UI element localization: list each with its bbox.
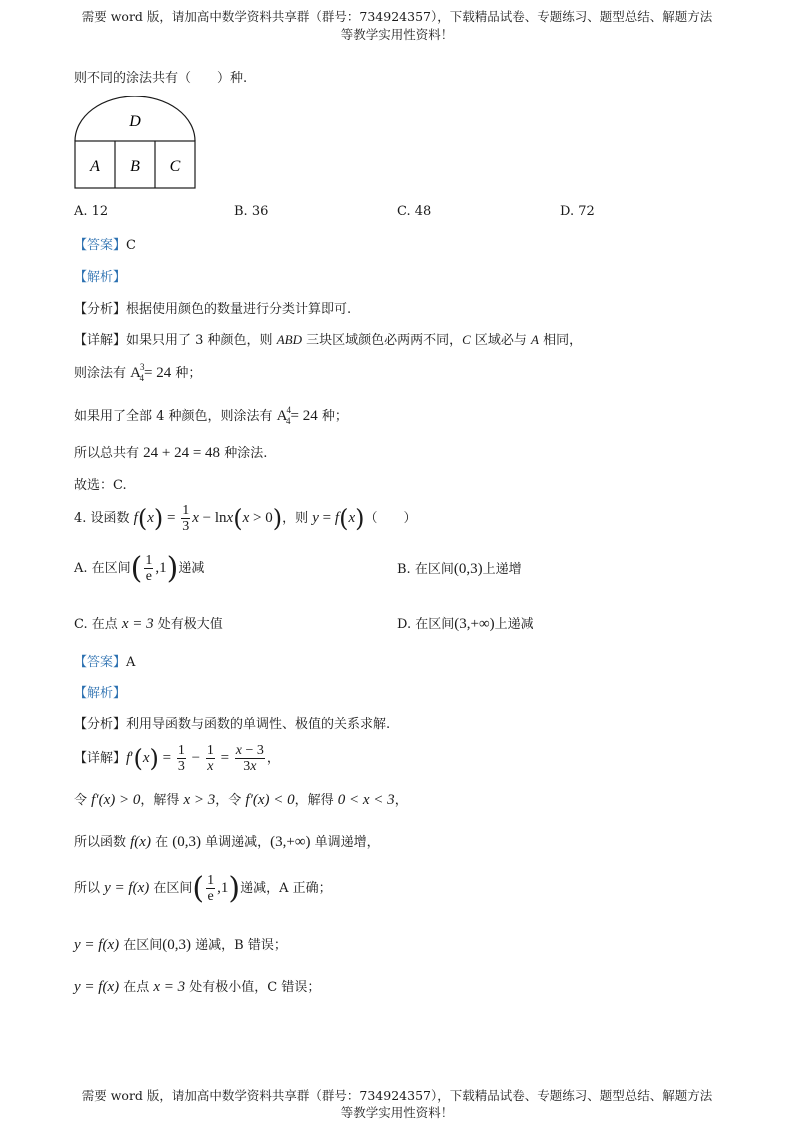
xiangjie-text: 相同， bbox=[539, 333, 583, 348]
step-text: 所以总共有 bbox=[74, 446, 144, 461]
text: 在区间 bbox=[119, 938, 163, 953]
text: ，解得 bbox=[140, 793, 184, 808]
math: 0 < x < 3 bbox=[337, 792, 395, 808]
option-math: (0,3) bbox=[453, 561, 483, 577]
permutation-a43: $A^3_4$ bbox=[130, 362, 145, 383]
q3-xiangjie-line bbox=[74, 329, 582, 348]
fenxi-tag: 【分析】 bbox=[74, 302, 127, 317]
math: y = f(x) bbox=[104, 879, 150, 896]
math: y = f(x) bbox=[74, 979, 120, 995]
math: (0,3) bbox=[162, 937, 191, 953]
option-text: A. 在区间 bbox=[74, 560, 131, 576]
option-text: D. 在区间 bbox=[397, 617, 455, 632]
step-text: 如果用了全部 4 种颜色，则涂法有 bbox=[74, 409, 277, 424]
q4-option-a bbox=[74, 551, 204, 586]
option-text: B. 在区间 bbox=[397, 562, 454, 577]
math: f(x) bbox=[130, 834, 151, 850]
xiangjie-tag: 【详解】 bbox=[74, 333, 127, 348]
text: 在区间 bbox=[149, 880, 193, 896]
text: ，解得 bbox=[294, 793, 338, 808]
q4-option-c bbox=[74, 613, 223, 633]
option-math: (3,+∞) bbox=[454, 616, 495, 632]
option-text: 递减 bbox=[178, 560, 205, 576]
q3-option-b: B. 36 bbox=[234, 204, 269, 219]
function-definition: f(x) = $\frac{1}{3}$ x − lnx(x > 0) bbox=[133, 503, 283, 534]
interval-1e-1: ( $\frac{1}{e}$ ,1) bbox=[192, 871, 241, 906]
text: ，令 bbox=[215, 793, 246, 808]
q4-conclusion-c bbox=[74, 976, 320, 996]
footer-line-2: 等教学实用性资料！ bbox=[340, 1105, 454, 1120]
step-math: = 24 bbox=[143, 365, 172, 381]
math: x > 3 bbox=[183, 792, 216, 808]
q3-option-a: A. 12 bbox=[74, 204, 109, 219]
step-math: 24 + 24 = 48 bbox=[143, 445, 221, 461]
option-text: C. 在点 bbox=[74, 617, 122, 632]
fenxi-tag: 【分析】 bbox=[74, 717, 127, 732]
option-text: 上递减 bbox=[494, 617, 534, 632]
step-text: 种； bbox=[171, 366, 202, 381]
q3-conclusion: 故选：C. bbox=[74, 478, 127, 493]
math: (3,+∞) bbox=[270, 834, 311, 850]
text: 所以函数 bbox=[74, 835, 131, 850]
header-line-1: 需要 word 版，请加高中数学资料共享群（群号：734924357），下载精品试卷、专题练习、题型总结、解题方法 bbox=[81, 9, 713, 24]
q3-step-2 bbox=[74, 405, 348, 425]
q3-step-3 bbox=[74, 442, 267, 462]
q4-answer-line bbox=[74, 651, 135, 670]
text: 递减，B 错误； bbox=[191, 938, 287, 953]
step-text: 则涂法有 bbox=[74, 366, 131, 381]
answer-value: C bbox=[126, 238, 136, 253]
xiangjie-text: 如果只用了 3 种颜色，则 bbox=[126, 333, 277, 348]
q4-fenxi-line bbox=[74, 713, 390, 732]
text: 单调递增， bbox=[310, 835, 380, 850]
option-text: 上递增 bbox=[482, 562, 522, 577]
fenxi-text: 利用导函数与函数的单调性、极值的关系求解. bbox=[126, 717, 391, 732]
option-math: x = 3 bbox=[121, 616, 154, 632]
answer-tag: 【答案】 bbox=[74, 655, 127, 670]
text: ， bbox=[394, 793, 408, 808]
q4-stem bbox=[74, 503, 417, 534]
region-label-d: D bbox=[129, 113, 141, 130]
math: f′(x) > 0 bbox=[91, 792, 141, 808]
math-a: A bbox=[531, 332, 539, 347]
answer-tag: 【答案】 bbox=[74, 238, 127, 253]
math: f′(x) < 0 bbox=[245, 792, 295, 808]
q3-fenxi-line bbox=[74, 298, 351, 317]
q3-stem-tail: 则不同的涂法共有（ ）种. bbox=[74, 71, 248, 86]
q4-xiangjie-line: 【详解】f′(x) = $\frac{1}{3}$ − $\frac{1}{x}$ = $\frac{x - 3}{3x}$ ， bbox=[74, 743, 280, 774]
interval-1e-1: ( $\frac{1}{e}$ ,1) bbox=[130, 551, 179, 586]
text: 所以 bbox=[74, 880, 105, 896]
permutation-a44: $A^4_4$ bbox=[276, 405, 292, 426]
text: 在 bbox=[150, 835, 173, 850]
xiangjie-text: 区域必与 bbox=[470, 333, 532, 348]
math: y = f(x) bbox=[74, 937, 120, 953]
text: 处有极小值，C 错误； bbox=[185, 980, 321, 995]
q3-option-c: C. 48 bbox=[397, 204, 432, 219]
q3-answer-line bbox=[74, 234, 136, 253]
q3-step-1 bbox=[74, 362, 201, 382]
footer-line-1: 需要 word 版，请加高中数学资料共享群（群号：734924357），下载精品试卷、专题练习、题型总结、解题方法 bbox=[81, 1088, 713, 1103]
text: 令 bbox=[74, 793, 92, 808]
function-y: y = f(x) bbox=[312, 504, 365, 533]
q4-then: ，则 bbox=[282, 510, 313, 526]
option-text: 处有极大值 bbox=[153, 617, 223, 632]
xiangjie-tag: 【详解】 bbox=[74, 750, 127, 766]
text: 在点 bbox=[119, 980, 154, 995]
q3-option-d: D. 72 bbox=[560, 204, 595, 219]
xiangjie-text: 三块区域颜色必两两不同， bbox=[301, 333, 463, 348]
q4-conclusion-b bbox=[74, 934, 287, 954]
q4-conclusion-a bbox=[74, 871, 332, 906]
math-c: C bbox=[462, 332, 471, 347]
q4-option-d bbox=[397, 613, 534, 633]
step-text: 种涂法. bbox=[220, 446, 268, 461]
step-math: = 24 bbox=[290, 408, 318, 424]
math: (0,3) bbox=[172, 834, 201, 850]
fenxi-text: 根据使用颜色的数量进行分类计算即可. bbox=[126, 302, 352, 317]
q4-analysis-tag: 【解析】 bbox=[74, 686, 127, 701]
text: 单调递减， bbox=[200, 835, 271, 850]
q4-monotone-line bbox=[74, 831, 380, 851]
q4-option-b bbox=[397, 558, 522, 578]
q4-sign-line bbox=[74, 789, 408, 809]
math-abd: ABD bbox=[276, 332, 302, 347]
text: 递减，A 正确； bbox=[240, 880, 332, 896]
math: x = 3 bbox=[153, 979, 186, 995]
q3-analysis-tag: 【解析】 bbox=[74, 270, 127, 285]
q4-number: 4. 设函数 bbox=[74, 510, 134, 526]
region-label-c: C bbox=[169, 158, 181, 175]
region-label-a: A bbox=[90, 158, 100, 175]
coloring-diagram bbox=[72, 96, 198, 192]
header-line-2: 等教学实用性资料！ bbox=[340, 27, 454, 42]
answer-value: A bbox=[126, 655, 136, 670]
derivative-formula: f′(x) = $\frac{1}{3}$ − $\frac{1}{x}$ = $\frac{x - 3}{3x}$ bbox=[126, 743, 264, 774]
region-label-b: B bbox=[130, 158, 140, 175]
q4-paren: （ ） bbox=[364, 510, 417, 526]
step-text: 种； bbox=[317, 409, 348, 424]
